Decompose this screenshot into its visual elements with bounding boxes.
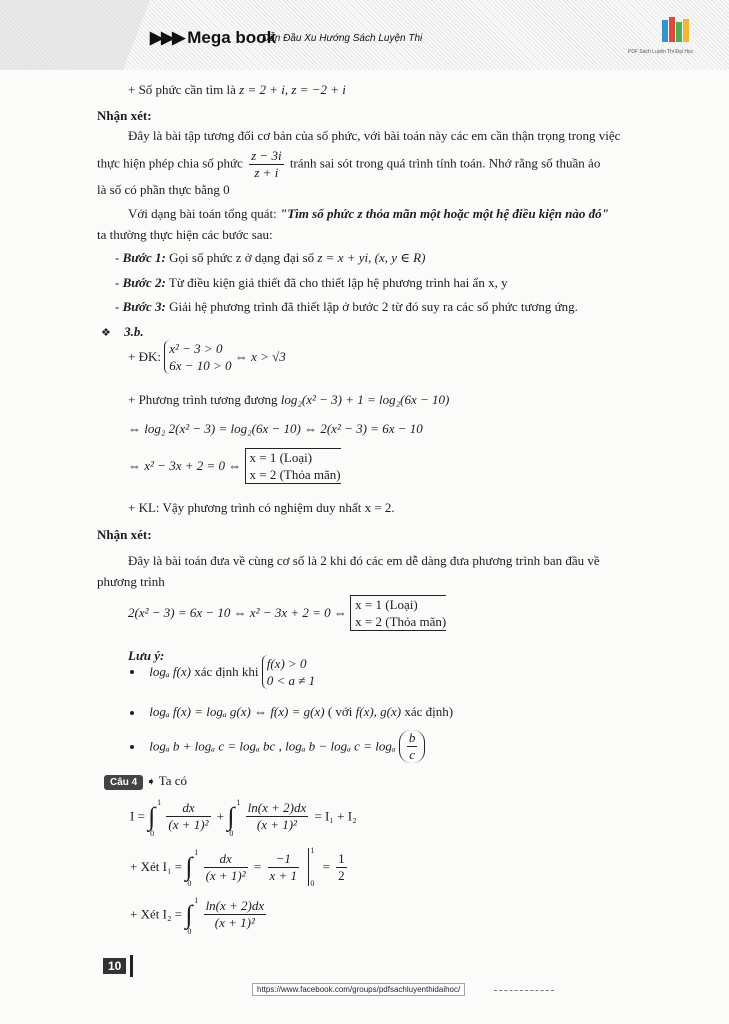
- brand-name: Mega book: [187, 28, 277, 47]
- integral-I2-den: (x + 1)²: [214, 915, 255, 930]
- plus-sign: +: [216, 808, 225, 824]
- solution-bracket: [245, 448, 341, 484]
- step-3-dash: -: [115, 299, 120, 314]
- note-2-math: logₐ f(x) = logₐ g(x) ⇔ f(x) = g(x): [149, 704, 325, 719]
- integral-I1-equals: =: [253, 859, 262, 874]
- question-4-badge: Câu 4: [104, 775, 143, 790]
- solution-2: x = 2 (Thỏa mãn): [249, 467, 341, 482]
- remark-paragraph-1b: [97, 148, 600, 181]
- condition-1: x² − 3 > 0: [169, 341, 223, 356]
- integral-lower: 0: [150, 828, 155, 838]
- step-2-text: Từ điều kiện giả thiết đã cho thiết lập hệ phương trình hai ẩn x, y: [168, 275, 508, 290]
- integral-I-f2-num: ln(x + 2)dx: [247, 800, 307, 815]
- note-3-denominator: c: [409, 747, 416, 762]
- note-3-numerator: b: [408, 730, 416, 745]
- integral-I2-frac: [204, 898, 267, 931]
- step-2: [115, 275, 508, 291]
- brand-logo: [150, 28, 276, 48]
- answer-math: z = 2 + i, z = −2 + i: [239, 82, 346, 97]
- integral-sign-icon: ∫ 1 0: [185, 848, 199, 888]
- remark2-eq-math: 2(x² − 3) = 6x − 10 ⇔ x² − 3x + 2 = 0 ⇔: [128, 605, 347, 620]
- note-1-math: logₐ f(x): [149, 664, 191, 679]
- note-bullet-3: [130, 730, 425, 763]
- facebook-group-link[interactable]: https://www.facebook.com/groups/pdfsachluyenthidaihoc/: [252, 983, 465, 996]
- note-bullet-2: [130, 704, 453, 720]
- integral-I2-line: [130, 895, 269, 936]
- brand-mark: ▶▶▶: [150, 28, 184, 47]
- remark-title: Nhận xét:: [97, 108, 152, 123]
- step-3-text: Giải hệ phương trình đã thiết lập ở bước 2 từ đó suy ra các số phức tương ứng.: [169, 299, 578, 314]
- integral-lower: 0: [187, 926, 192, 936]
- antiderivative-frac: [268, 851, 300, 884]
- general-form-line-2: ta thường thực hiện các bước sau:: [97, 227, 273, 242]
- diamond-bullet-icon: ❖: [101, 327, 111, 339]
- integral-I1-lhs: I₁ =: [162, 859, 183, 874]
- integral-sign-icon: ∫ 1 0: [185, 895, 199, 936]
- integral-upper: 1: [194, 895, 199, 905]
- step-1-text: Gọi số phức z ở dạng đại số: [169, 250, 315, 265]
- problem-3b-label: 3.b.: [124, 324, 144, 339]
- remark2-solution-2: x = 2 (Thỏa mãn): [355, 614, 447, 629]
- remark2-solution-bracket: [350, 595, 446, 631]
- bullet-icon: [130, 745, 134, 749]
- answer-prefix: + Số phức cần tìm là: [128, 82, 236, 97]
- evaluation-bar: [307, 846, 315, 888]
- step-1-dash: -: [115, 250, 120, 265]
- remark2-solution-1: x = 1 (Loại): [355, 597, 418, 612]
- arrow-icon: ➧: [146, 776, 156, 788]
- integral-sign-icon: ∫ 1 0: [227, 797, 241, 838]
- integral-I2-num: ln(x + 2)dx: [205, 898, 265, 913]
- remark-title-2: Nhận xét:: [97, 527, 152, 542]
- answer-line: [128, 82, 346, 98]
- domain-label: + ĐK:: [128, 349, 161, 364]
- integral-upper: 1: [157, 797, 162, 807]
- condition-result: ⇔ x > √3: [234, 349, 286, 364]
- integral-I1-result-equals: =: [322, 859, 330, 874]
- integral-upper: 1: [236, 797, 241, 807]
- note-label: Lưu ý:: [128, 648, 165, 663]
- division-denominator: z + i: [254, 165, 279, 180]
- integral-I1-line: [130, 848, 350, 886]
- equivalent-eq-math: log₂(x² − 3) + 1 = log₂(6x − 10): [280, 392, 450, 407]
- integral-lower: 0: [229, 828, 234, 838]
- bullet-icon: [130, 711, 134, 715]
- question-4-header: [104, 773, 187, 790]
- division-fraction: [249, 148, 283, 181]
- antiderivative-den: x + 1: [269, 867, 298, 883]
- integral-I1-result: [336, 851, 347, 884]
- step-2-dash: -: [115, 275, 120, 290]
- remark2-paragraph-b: phương trình: [97, 574, 165, 589]
- eval-lower: 0: [310, 879, 315, 888]
- integral-I-definition: [130, 797, 357, 838]
- integral-I-rhs: = I₁ + I₂: [314, 808, 357, 824]
- integral-I1-frac: [204, 851, 248, 884]
- remark-paragraph-1a: Đây là bài tập tương đối cơ bản của số phức, với bài toán này các em cần thận trọng trong việc: [128, 128, 621, 143]
- bullet-icon: [130, 670, 134, 674]
- remark-paragraph-1c: là số có phần thực bằng 0: [97, 182, 230, 197]
- logo-caption: PDF Sách Luyện Thi Đại Học: [628, 49, 694, 55]
- integral-I-lhs: I =: [130, 808, 145, 824]
- integral-I-f1-num: dx: [166, 800, 210, 817]
- question-4-intro: Ta có: [158, 773, 188, 788]
- books-logo-icon: [660, 14, 694, 44]
- note-2-text-b: xác định): [404, 704, 454, 719]
- note-1-cond-2: 0 < a ≠ 1: [266, 673, 316, 688]
- step-2-label: Bước 2:: [122, 275, 166, 290]
- page-marker: [130, 955, 133, 977]
- step-3-label: Bước 3:: [122, 299, 166, 314]
- step-1-math: z = x + yi, (x, y ∈ R): [317, 250, 426, 265]
- conclusion: + KL: Vậy phương trình có nghiệm duy nhất x = 2.: [128, 500, 395, 515]
- equation-step-2: ⇔ log₂ 2(x² − 3) = log₂(6x − 10) ⇔ 2(x² − 3) = 6x − 10: [128, 421, 423, 436]
- integral-upper: 1: [194, 848, 199, 857]
- integral-I1-den: (x + 1)²: [205, 867, 246, 883]
- integral-I2-prefix: + Xét: [130, 906, 160, 922]
- footer-divider: [494, 990, 554, 991]
- equivalent-eq-line: [128, 392, 449, 408]
- integral-sign-icon: ∫ 1 0: [148, 797, 162, 838]
- note-2-text-a: ( với: [327, 704, 353, 719]
- step-3: [115, 299, 578, 315]
- antiderivative-num: −1: [268, 851, 300, 868]
- condition-system: [164, 340, 231, 374]
- integral-I-frac-1: [166, 800, 210, 833]
- equation-step-3: [128, 448, 341, 484]
- note-1-system: [262, 655, 315, 689]
- integral-I1-result-num: 1: [338, 850, 345, 866]
- general-form-quote: "Tìm số phức z thỏa mãn một hoặc một hệ điều kiện nào đó": [280, 206, 609, 221]
- general-form-prefix: Với dạng bài toán tổng quát:: [128, 206, 277, 221]
- integral-I1-result-den: 2: [338, 867, 345, 883]
- note-1-cond-1: f(x) > 0: [266, 656, 307, 671]
- remark-p1b-suffix: tránh sai sót trong quá trình tính toán. Nhớ rằng số thuần ảo: [289, 155, 601, 171]
- integral-lower: 0: [187, 879, 192, 888]
- quadratic-eq: ⇔ x² − 3x + 2 = 0 ⇔: [128, 458, 242, 473]
- division-numerator: z − 3i: [251, 148, 282, 163]
- general-form-line: [128, 206, 609, 222]
- step-1-label: Bước 1:: [122, 250, 166, 265]
- integral-I-frac-2: [246, 800, 309, 833]
- note-bullet-1: [130, 655, 315, 689]
- problem-3b-header: [101, 324, 144, 340]
- integral-I1-num: dx: [204, 851, 248, 868]
- remark2-equation: [128, 595, 446, 631]
- brand-tagline: Dẫn Đầu Xu Hướng Sách Luyện Thi: [262, 33, 423, 44]
- integral-I1-prefix: + Xét: [130, 859, 160, 874]
- remark-p1b-prefix: thực hiện phép chia số phức: [97, 155, 243, 171]
- remark2-paragraph-a: Đây là bài toán đưa về cùng cơ số là 2 khi đó các em dễ dàng đưa phương trình ban đầu về: [128, 553, 600, 568]
- page-number: 10: [103, 958, 126, 974]
- note-3-math: logₐ b + logₐ c = logₐ bc , logₐ b − logₐ c = logₐ: [149, 738, 396, 754]
- domain-condition: [128, 340, 286, 374]
- equivalent-eq-prefix: + Phương trình tương đương: [128, 392, 278, 407]
- condition-2: 6x − 10 > 0: [169, 358, 232, 373]
- eval-upper: 1: [310, 846, 315, 855]
- step-1: [115, 250, 425, 266]
- integral-I-f2-den: (x + 1)²: [256, 817, 297, 832]
- solution-1: x = 1 (Loại): [249, 450, 313, 465]
- note-3-paren: [399, 730, 426, 763]
- note-1-text: xác định khi: [194, 664, 259, 679]
- note-3-fraction: [407, 730, 418, 763]
- note-2-text-math: f(x), g(x): [355, 704, 402, 719]
- integral-I-f1-den: (x + 1)²: [168, 817, 209, 832]
- integral-I2-lhs: I₂ =: [162, 906, 183, 922]
